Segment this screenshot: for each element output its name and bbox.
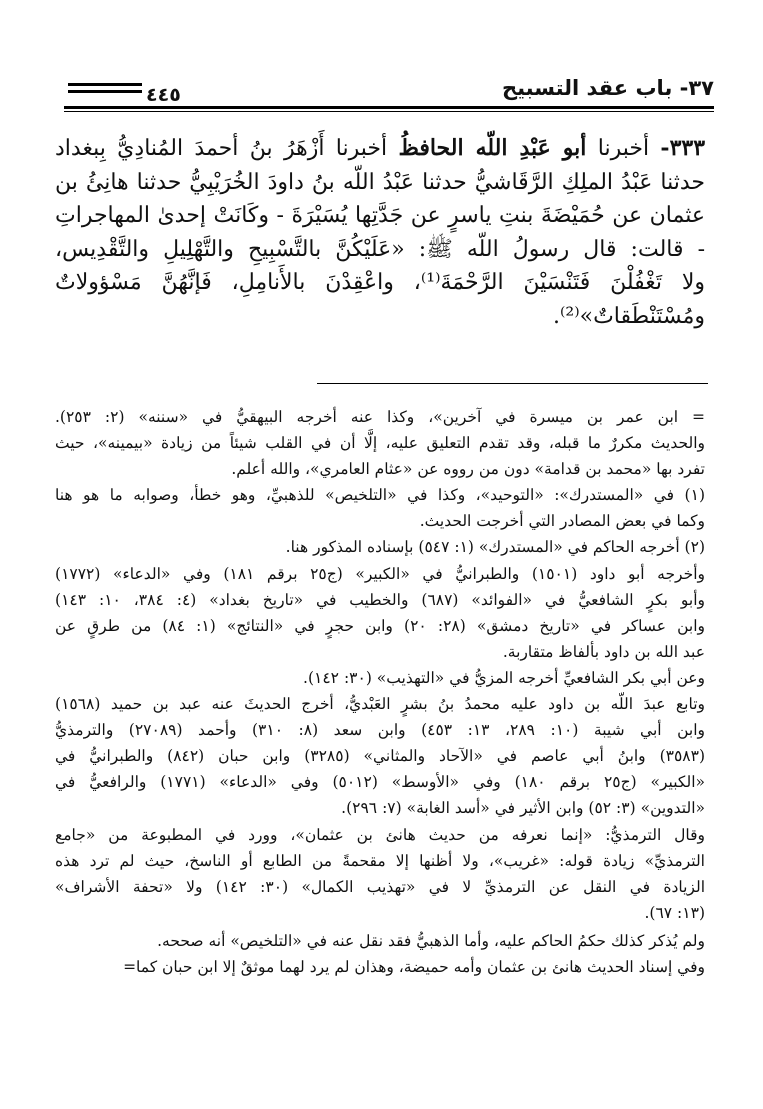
footnote-line: والحديث مكررٌ ما قبله، وقد تقدم التعليق عليه، إلَّا أن في القلب شيئاً من زيادة «بيمينه»، حيث — [55, 434, 705, 453]
footnote-line: وقال الترمذيُّ: «إنما نعرفه من حديث هانئ بن عثمان»، وورد في المطبوعة من «جامع — [55, 825, 705, 844]
page-header — [64, 76, 714, 116]
footnote-line: وأبو بكرٍ الشافعيُّ في «الفوائد» (٦٨٧) والخطيب في «تاريخ بغداد» (٤: ٣٨٤، ١٠: ١٤٣) — [55, 590, 705, 609]
header-rule — [64, 106, 714, 109]
footnote-line: = ابن عمر بن ميسرة في آخرين»، وكذا عنه أخرجه البيهقيُّ في «سننه» (٢: ٢٥٣). — [55, 408, 705, 426]
footnotes — [55, 404, 705, 980]
footnote-line: (١) في «المستدرك»: «التوحيد»، وكذا في «التلخيص» للذهبيِّ، وهو خطأ، وصوابه ما هو هنا — [55, 486, 705, 505]
footnote-line: وابن عساكر في «تاريخ دمشق» (٢٨: ٢٠) وابن حجرٍ في «النتائج» (١: ٨٤) من طرقٍ عن — [55, 616, 705, 635]
footnote-line: الزيادة في النقل عن الترمذيِّ لا في «تهذيب الكمال» (٣٠: ١٤٢) ولا «تحفة الأشراف» — [55, 877, 705, 896]
footnote-line: وكما في بعض المصادر التي أخرجت الحديث. — [419, 512, 705, 531]
header-rule-thin — [64, 111, 714, 112]
narrator-name: أبو عَبْدِ اللّه الحافظُ — [398, 135, 587, 161]
page-number: ٤٤٥ — [146, 84, 181, 106]
chapter-title: ٣٧- باب عقد التسبيح — [501, 76, 714, 100]
hadith-line: - قالت: قال رسولُ اللّه ﷺ: «عَلَيْكُنَّ بالتَّسْبِيحِ والتَّهْلِيلِ والتَّقْدِيس، — [55, 236, 705, 262]
footnote-line: وتابع عبدَ اللّه بن داود عليه محمدُ بنُ بشرٍ العَبْديُّ، أخرج الحديثَ عنه عبد بن حميد (١٥٦٨) — [55, 695, 705, 714]
footnote-separator — [317, 383, 708, 384]
footnote-line: (٣٥٨٣) وابنُ أبي عاصم في «الآحاد والمثاني» (٣٢٨٥) وابن حبان (٨٤٢) والطبرانيُّ في — [55, 747, 705, 766]
footnote-line: ولم يُذكر كذلك حكمُ الحاكم عليه، وأما الذهبيُّ فقد نقل عنه في «التلخيص» أنه صححه. — [157, 931, 705, 950]
hadith-line: عثمان عن حُمَيْضَةَ بنتِ ياسرٍ عن جَدَّتِها يُسَيْرَةَ - وكَانَتْ إحدىٰ المهاجراتِ — [55, 203, 705, 228]
hadith-line: ٣٣٣- أخبرنا أبو عَبْدِ اللّه الحافظُ أخبرنا أَزْهَرُ بنُ أحمدَ المُنادِيُّ بِبغداد — [55, 135, 706, 161]
footnote-line: وابن أبي شيبة (١٠: ٢٨٩، ١٣: ٤٥٣) وابن سعد (٨: ٣١٠) وأحمد (٢٧٠٨٩) والترمذيُّ — [55, 721, 705, 740]
footnote-line: (١٣: ٦٧). — [644, 903, 705, 922]
hadith-line: ولا تَغْفُلْنَ فَتَنْسَيْنَ الرَّحْمَةَ⁽¹⁾، واعْقِدْنَ بالأَنامِلِ، فَإنَّهُنَّ مَسْؤولاتٌ — [55, 270, 706, 295]
footnote-line: (٢) أخرجه الحاكم في «المستدرك» (١: ٥٤٧) بإسناده المذكور هنا. — [285, 538, 705, 557]
footnote-line: الترمذيِّ» زيادة قوله: «غريب»، ولا أظنها إلا مقحمةً من الطابع أو الناسخ، حيث لم ترد هذه — [55, 851, 705, 870]
hadith-text — [55, 132, 705, 333]
footnote-line: «الكبير» (ج٢٥ برقم ١٨٠) وفي «الأوسط» (٥٠١٢) وفي «الدعاء» (١٧٧١) والرافعيُّ في — [55, 773, 705, 792]
footnote-line: تفرد بها «محمد بن قدامة» دون من رووه عن «عثام العامري»، والله أعلم. — [231, 460, 705, 479]
footnote-line: وفي إسناد الحديث هانئ بن عثمان وأمه حميضة، وهذان لم يرد لهما موثقٌ إلا ابن حبان كما= — [123, 957, 705, 976]
footnote-line: عبد الله بن داود بألفاظ متقاربة. — [502, 642, 705, 661]
footnote-line: «التدوين» (٣: ٥٢) وابن الأثير في «أسد الغابة» (٧: ٢٩٦). — [341, 799, 705, 818]
hadith-number: ٣٣٣- — [660, 135, 706, 161]
header-ornament — [68, 83, 142, 97]
hadith-line: حدثنا عَبْدُ الملِكِ الرَّقَاشيُّ حدثنا عَبْدُ اللّه بنُ داودَ الخُرَيْبِيُّ حدثنا هانِئُ بن — [55, 169, 705, 195]
footnote-line: وعن أبي بكر الشافعيِّ أخرجه المزيُّ في «التهذيب» (٣٠: ١٤٢). — [303, 668, 705, 687]
footnote-line: وأخرجه أبو داود (١٥٠١) والطبرانيُّ في «الكبير» (ج٢٥ برقم ١٨١) وفي «الدعاء» (١٧٧٢) — [55, 564, 705, 583]
hadith-line: ومُسْتَنْطَقاتٌ»⁽²⁾. — [553, 303, 705, 329]
